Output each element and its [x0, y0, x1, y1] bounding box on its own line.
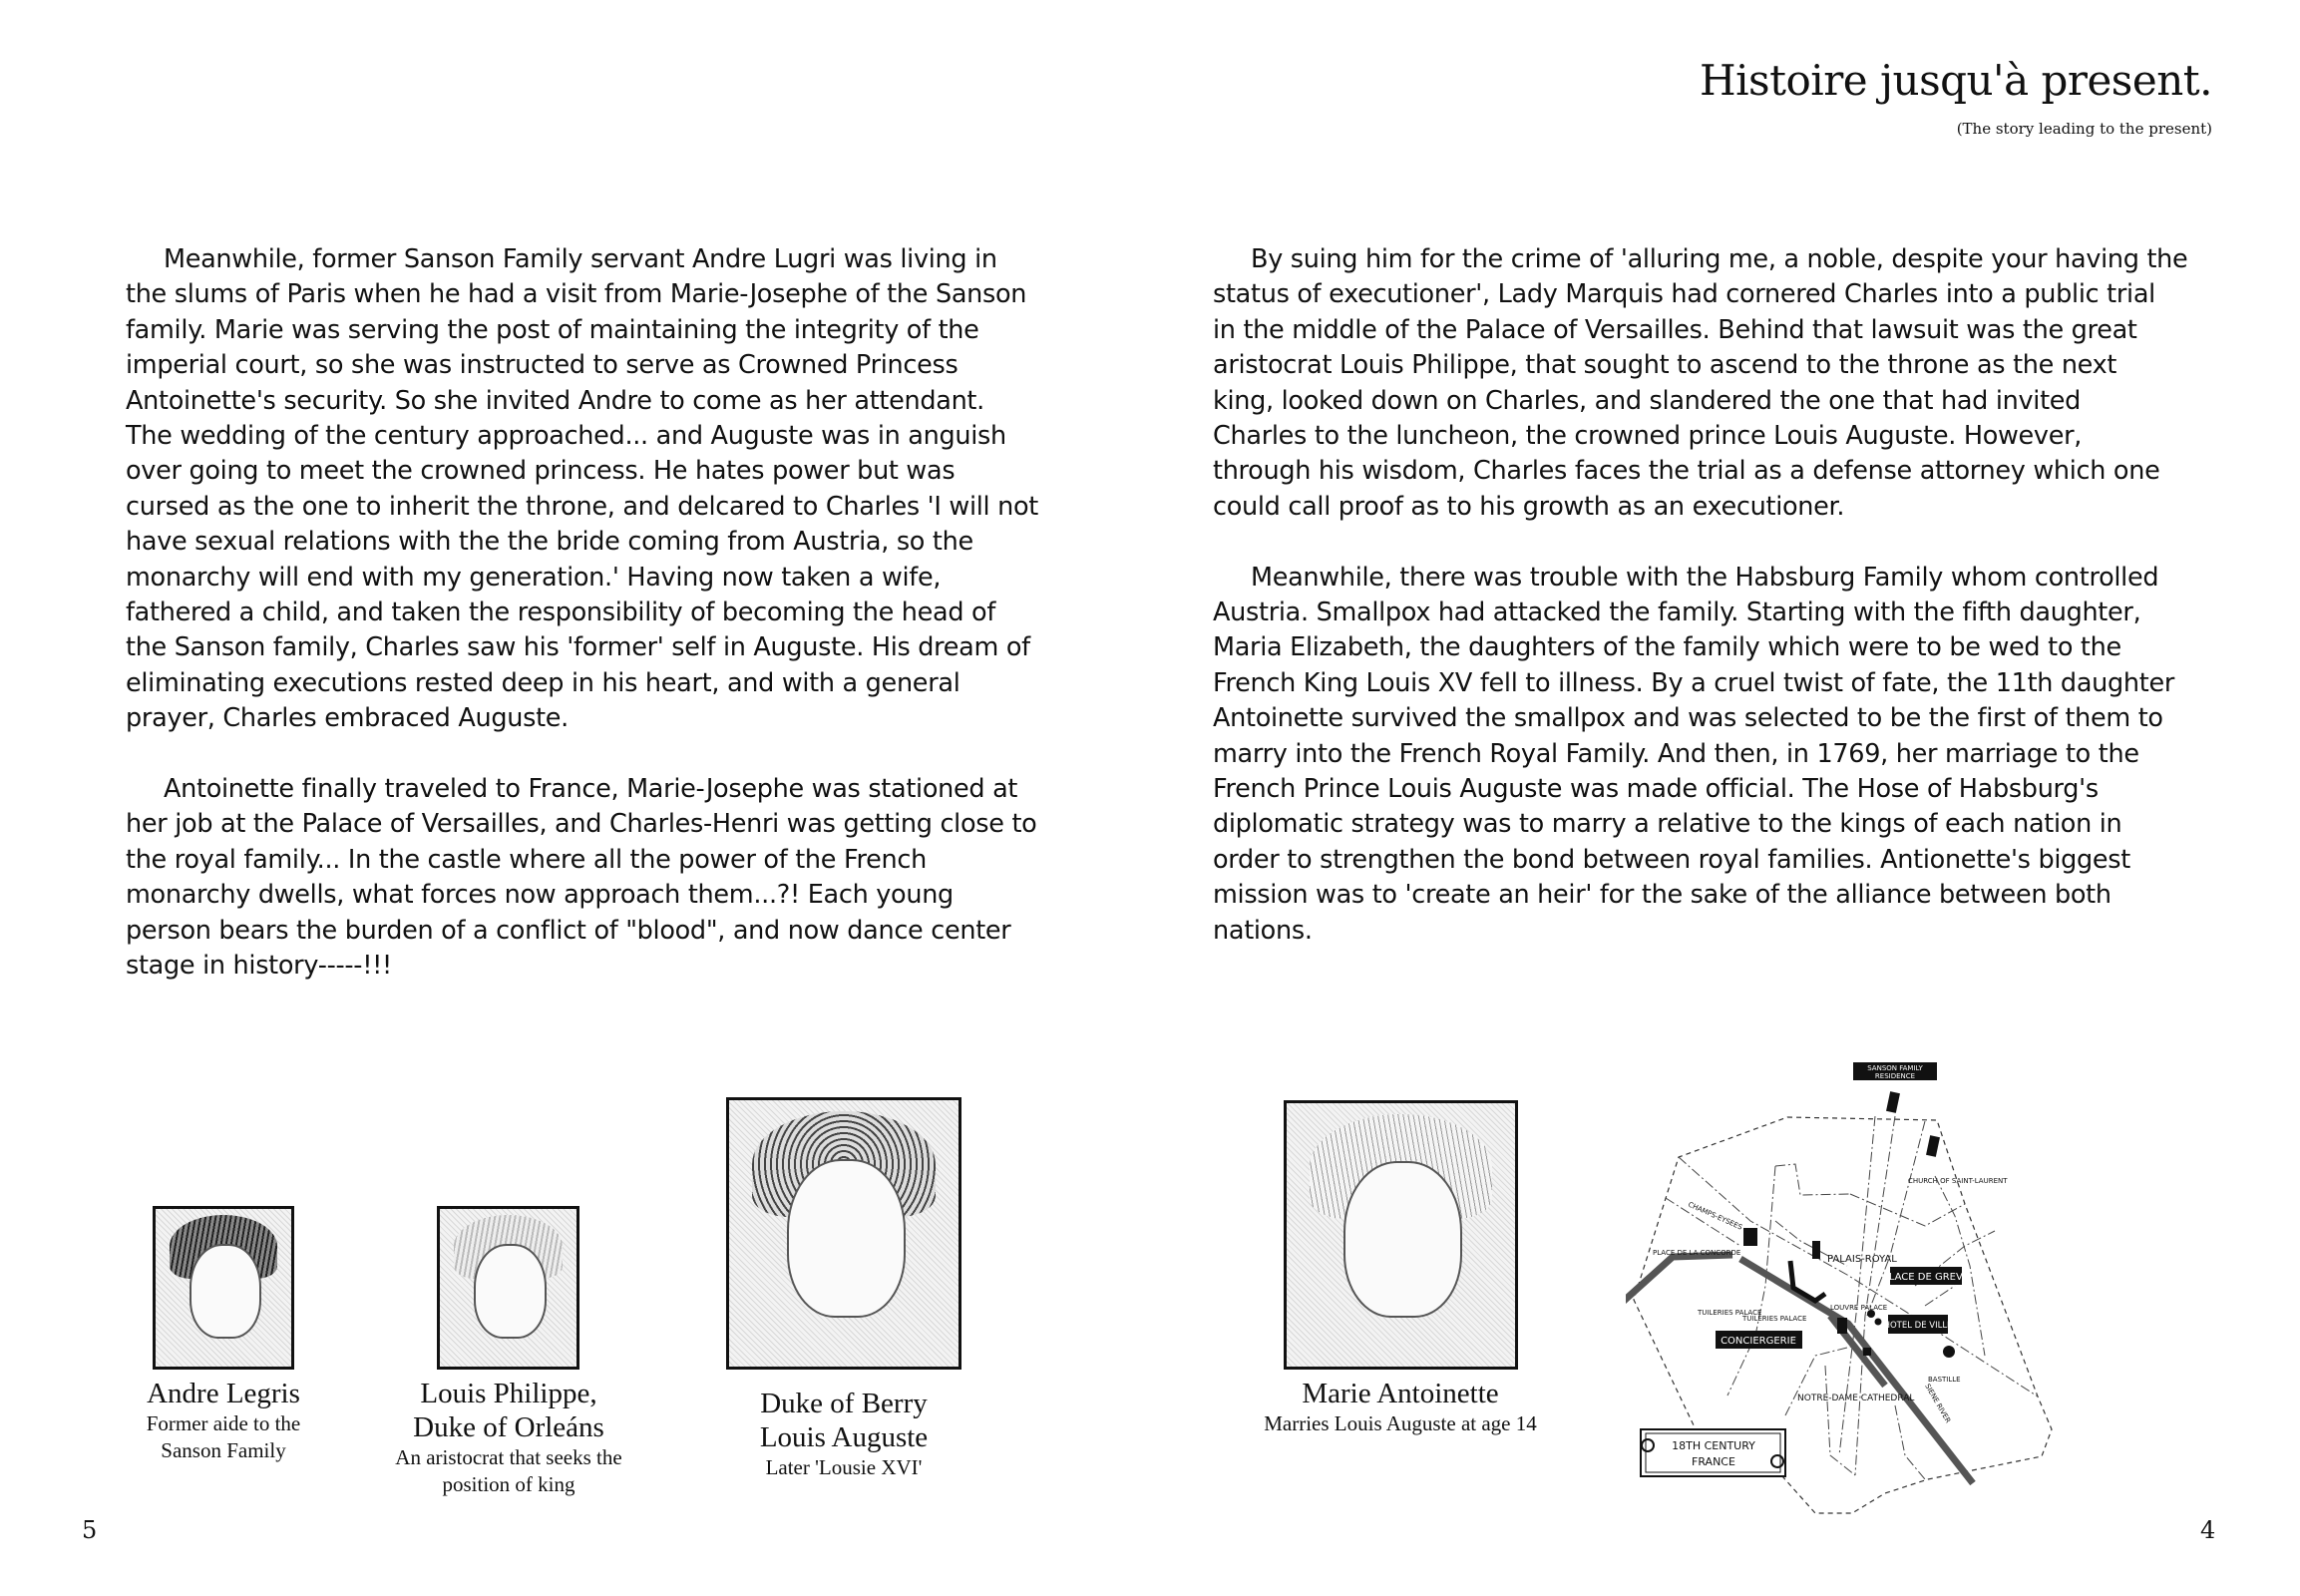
- caption-marie-antoinette: [1231, 1377, 1570, 1437]
- text-line: in the middle of the Palace of Versailles. Behind that lawsuit was the great: [1213, 314, 2137, 345]
- text-line: Antoinette survived the smallpox and was selected to be the first of them to: [1213, 703, 2163, 734]
- character-name: Andre Legris: [147, 1378, 300, 1409]
- paragraph: [1213, 561, 2270, 949]
- text-line: cursed as the one to inherit the throne, and delcared to Charles 'I will not: [126, 491, 1038, 522]
- character-name: Duke of Berry: [760, 1388, 928, 1419]
- page-number-right: 4: [2200, 1516, 2216, 1544]
- text-line: stage in history-----!!!: [126, 951, 392, 982]
- map-labels: [1653, 1062, 2008, 1424]
- page-title: Histoire jusqu'à present.: [1700, 56, 2212, 105]
- label-tuileries: TUILERIES PALACE: [1698, 1309, 1762, 1317]
- text-line: mission was to 'create an heir' for the sake of the alliance between both: [1213, 880, 2111, 911]
- text-line: Charles to the luncheon, the crowned prince Louis Auguste. However,: [1213, 421, 2083, 452]
- text-line: prayer, Charles embraced Auguste.: [126, 703, 569, 734]
- text-line: the Sanson family, Charles saw his 'former' self in Auguste. His dream of: [126, 632, 1030, 663]
- character-desc: An aristocrat that seeks the: [395, 1445, 622, 1469]
- text-line: By suing him for the crime of 'alluring me, a noble, despite your having the: [1251, 244, 2188, 274]
- label-conciergerie: CONCIERGERIE: [1721, 1336, 1796, 1347]
- paragraph: [126, 242, 1183, 737]
- text-line: king, looked down on Charles, and slandered the one that had invited: [1213, 385, 2082, 416]
- character-desc: position of king: [442, 1472, 575, 1496]
- text-line: status of executioner', Lady Marquis had cornered Charles into a public trial: [1213, 279, 2155, 310]
- portrait-marie-antoinette: [1284, 1100, 1518, 1370]
- label-church: CHURCH OF SAINT-LAURENT: [1908, 1177, 2008, 1185]
- text-line: Meanwhile, there was trouble with the Habsburg Family whom controlled: [1251, 562, 2159, 593]
- text-line: monarchy will end with my generation.' Having now taken a wife,: [126, 562, 942, 593]
- character-name: Louis Philippe,: [420, 1378, 597, 1409]
- text-line: diplomatic strategy was to marry a relative to the kings of each nation in: [1213, 809, 2122, 840]
- text-line: nations.: [1213, 915, 1313, 946]
- label-place-de-greve: PLACE DE GREVE: [1882, 1272, 1970, 1283]
- text-line: Meanwhile, former Sanson Family servant Andre Lugri was living in: [164, 244, 997, 274]
- text-line: aristocrat Louis Philippe, that sought to ascend to the throne as the next: [1213, 350, 2117, 381]
- text-line: have sexual relations with the the bride coming from Austria, so the: [126, 527, 973, 558]
- text-line: could call proof as to his growth as an executioner.: [1213, 491, 1845, 522]
- text-line: family. Marie was serving the post of maintaining the integrity of the: [126, 314, 979, 345]
- character-title: Louis Auguste: [759, 1421, 929, 1453]
- caption-louis-philippe: [369, 1377, 648, 1498]
- text-line: the slums of Paris when he had a visit from Marie-Josephe of the Sanson: [126, 279, 1027, 310]
- character-desc: Former aide to the: [146, 1411, 301, 1435]
- text-line: French Prince Louis Auguste was made official. The Hose of Habsburg's: [1213, 774, 2099, 805]
- character-name: Marie Antoinette: [1302, 1378, 1499, 1409]
- label-sanson-residence-2: RESIDENCE: [1874, 1072, 1916, 1080]
- caption-louis-auguste: [704, 1387, 983, 1481]
- text-line: order to strengthen the bond between royal families. Antionette's biggest: [1213, 844, 2130, 875]
- text-line: monarchy dwells, what forces now approach them...?! Each young: [126, 880, 954, 911]
- portrait-andre-legris: [153, 1206, 294, 1370]
- text-line: over going to meet the crowned princess. He hates power but was: [126, 456, 956, 487]
- text-line: French King Louis XV fell to illness. By a cruel twist of fate, the 11th daughter: [1213, 667, 2175, 698]
- character-desc: Sanson Family: [161, 1438, 286, 1462]
- portrait-louis-auguste: [726, 1097, 961, 1370]
- label-champs: CHAMPS-EYSEES: [1687, 1200, 1743, 1232]
- text-line: Maria Elizabeth, the daughters of the family which were to be wed to the: [1213, 632, 2121, 663]
- page-subtitle: (The story leading to the present): [1956, 120, 2212, 138]
- text-line: her job at the Palace of Versailles, and Charles-Henri was getting close to: [126, 809, 1037, 840]
- map-title-line1: 18TH CENTURY: [1672, 1439, 1755, 1452]
- label-seine-river: SIENE RIVER: [1923, 1383, 1953, 1424]
- caption-andre-legris: [104, 1377, 343, 1464]
- text-line: The wedding of the century approached... and Auguste was in anguish: [126, 421, 1006, 452]
- text-line: marry into the French Royal Family. And then, in 1769, her marriage to the: [1213, 738, 2139, 769]
- text-line: imperial court, so she was instructed to serve as Crowned Princess: [126, 350, 958, 381]
- page-number-left: 5: [82, 1516, 98, 1544]
- map-title-line2: FRANCE: [1692, 1455, 1735, 1468]
- streets: [1666, 1116, 2038, 1479]
- text-line: fathered a child, and taken the responsibility of becoming the head of: [126, 598, 996, 628]
- map-title-cartouche: [1641, 1429, 1785, 1476]
- character-title: Duke of Orleáns: [413, 1411, 604, 1443]
- label-hotel-de-ville: HOTEL DE VILLE: [1883, 1321, 1953, 1331]
- portrait-louis-philippe: [437, 1206, 579, 1370]
- text-line: person bears the burden of a conflict of "blood", and now dance center: [126, 915, 1011, 946]
- text-line: Antoinette finally traveled to France, Marie-Josephe was stationed at: [164, 774, 1018, 805]
- paragraph: [1213, 242, 2270, 525]
- label-bastille: BASTILLE: [1928, 1376, 1961, 1384]
- character-desc: Later 'Lousie XVI': [765, 1455, 923, 1479]
- text-line: through his wisdom, Charles faces the trial as a defense attorney which one: [1213, 456, 2160, 487]
- text-line: the royal family... In the castle where all the power of the French: [126, 844, 927, 875]
- label-palais-royal: PALAIS-ROYAL: [1827, 1254, 1897, 1265]
- label-tuileries-2: TUILERIES PALACE: [1742, 1315, 1807, 1323]
- character-desc: Marries Louis Auguste at age 14: [1264, 1411, 1537, 1435]
- label-sanson-residence: SANSON FAMILY: [1867, 1064, 1923, 1072]
- left-text-column: [126, 242, 1183, 1019]
- label-louvre: LOUVRE PALACE: [1830, 1304, 1888, 1312]
- label-notre-dame: NOTRE-DAME CATHEDRAL: [1797, 1394, 1915, 1403]
- paris-map: [1626, 1056, 2214, 1528]
- paragraph: [126, 772, 1183, 984]
- text-line: Antoinette's security. So she invited Andre to come as her attendant.: [126, 385, 984, 416]
- label-concorde: PLACE DE LA CONCORDE: [1653, 1249, 1741, 1257]
- text-line: eliminating executions rested deep in his heart, and with a general: [126, 667, 960, 698]
- text-line: Austria. Smallpox had attacked the family. Starting with the fifth daughter,: [1213, 598, 2141, 628]
- right-text-column: [1213, 242, 2270, 985]
